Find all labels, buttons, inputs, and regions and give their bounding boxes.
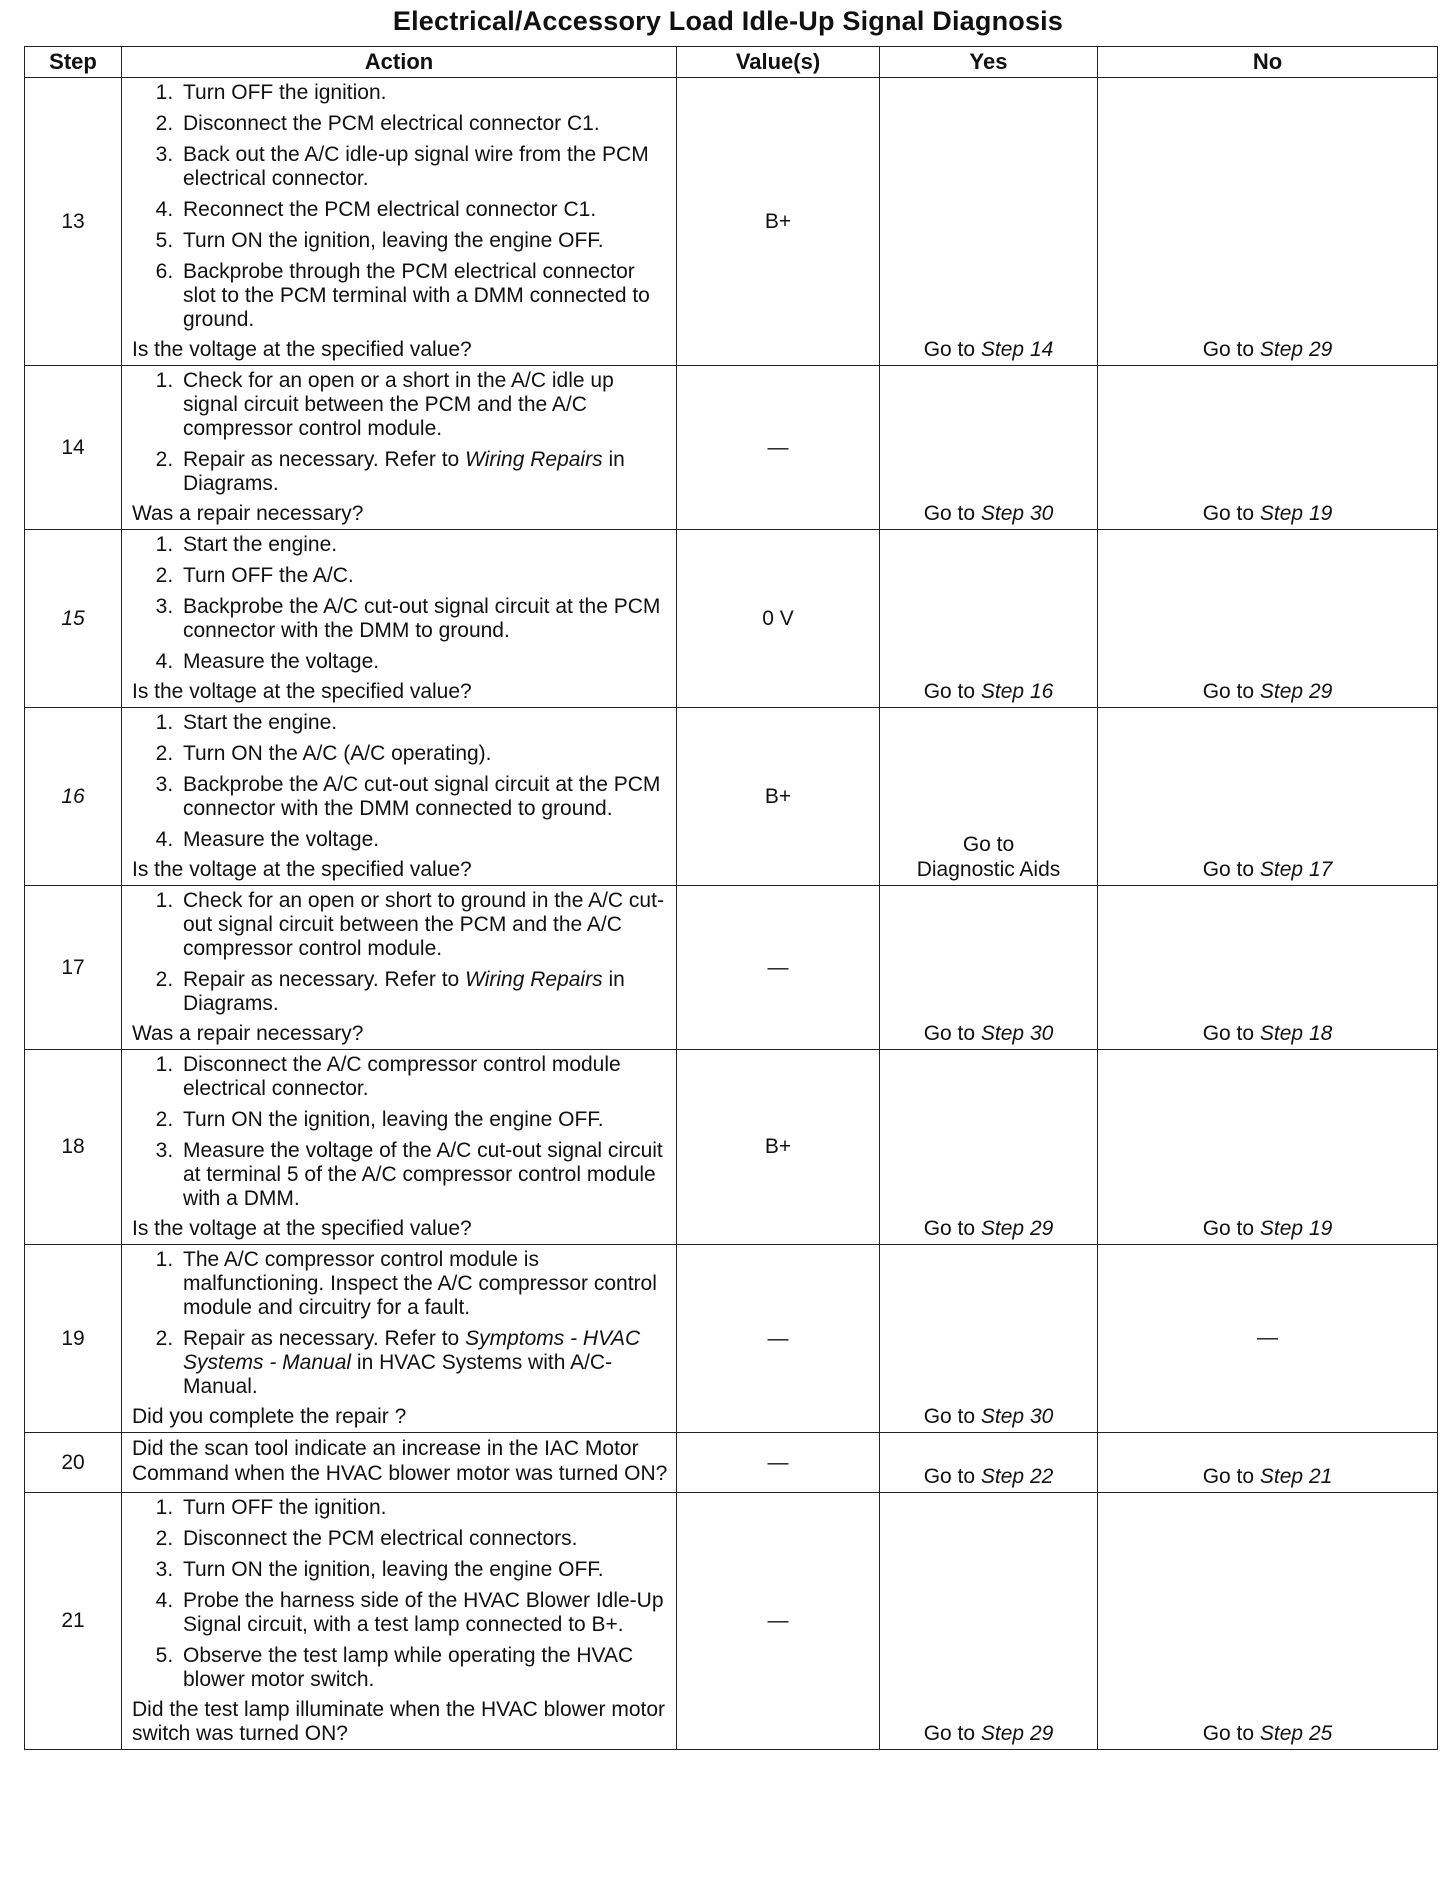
no-target: Step 19 — [1259, 502, 1333, 525]
action-cell — [122, 886, 677, 1050]
action-question: Is the voltage at the specified value? — [132, 1217, 472, 1240]
yes-target: Step 30 — [980, 1022, 1054, 1045]
no-target: Step 17 — [1259, 858, 1333, 881]
action-item: 4. Probe the harness side of the HVAC Blower Idle-Up Signal circuit, with a test lamp connected to B+. — [179, 1589, 668, 1637]
action-item: 1. Start the engine. — [179, 711, 668, 735]
yes-prefix: Go to — [923, 680, 976, 703]
yes-cell — [880, 708, 1098, 886]
action-item: 3. Backprobe the A/C cut-out signal circuit at the PCM connector with the DMM to ground. — [179, 595, 668, 643]
yes-cell — [880, 366, 1098, 530]
action-item: 1. Turn OFF the ignition. — [179, 1496, 668, 1520]
value-cell: — — [677, 1493, 880, 1750]
action-item: 2. Turn ON the ignition, leaving the engine OFF. — [179, 1108, 668, 1132]
action-cell — [122, 708, 677, 886]
action-question: Did you complete the repair ? — [132, 1405, 407, 1428]
step-number: 14 — [25, 366, 122, 530]
action-cell — [122, 1493, 677, 1750]
table-row — [25, 1433, 1438, 1493]
action-item: 3. Measure the voltage of the A/C cut-out signal circuit at terminal 5 of the A/C compressor control module with a DMM. — [179, 1139, 668, 1211]
reference-link: Wiring Repairs — [465, 968, 603, 991]
action-item: 1. Start the engine. — [179, 533, 668, 557]
yes-cell — [880, 530, 1098, 708]
table-row — [25, 708, 1438, 886]
action-item: 2. Repair as necessary. Refer to Wiring Repairs in Diagrams. — [179, 968, 668, 1016]
no-cell: — — [1098, 1245, 1438, 1433]
yes-cell — [880, 1050, 1098, 1245]
header-values: Value(s) — [677, 47, 880, 78]
yes-target: Step 22 — [980, 1465, 1054, 1488]
no-prefix: Go to — [1202, 1465, 1255, 1488]
yes-prefix: Go to — [923, 1722, 976, 1745]
action-item: 1. Check for an open or short to ground in the A/C cut-out signal circuit between the PCM and the A/C compressor control module. — [179, 889, 668, 961]
step-number: 21 — [25, 1493, 122, 1750]
step-number: 13 — [25, 78, 122, 366]
value-cell: 0 V — [677, 530, 880, 708]
header-step: Step — [25, 47, 122, 78]
value-cell: B+ — [677, 1050, 880, 1245]
no-prefix: Go to — [1202, 338, 1255, 361]
action-item: 5. Turn ON the ignition, leaving the engine OFF. — [179, 229, 668, 253]
yes-target: Diagnostic Aids — [916, 858, 1061, 881]
action-item: 2. Repair as necessary. Refer to Wiring Repairs in Diagrams. — [179, 448, 668, 496]
table-row — [25, 1245, 1438, 1433]
yes-cell — [880, 78, 1098, 366]
header-yes: Yes — [880, 47, 1098, 78]
step-number: 16 — [25, 708, 122, 886]
diagnosis-table — [24, 46, 1438, 1750]
no-cell — [1098, 708, 1438, 886]
yes-cell — [880, 1493, 1098, 1750]
step-number: 15 — [25, 530, 122, 708]
action-item: 3. Backprobe the A/C cut-out signal circuit at the PCM connector with the DMM connected to ground. — [179, 773, 668, 821]
no-prefix: Go to — [1202, 1722, 1255, 1745]
no-target: Step 21 — [1259, 1465, 1333, 1488]
action-question: Was a repair necessary? — [132, 1022, 364, 1045]
no-cell — [1098, 1050, 1438, 1245]
value-cell: — — [677, 1245, 880, 1433]
no-target: Step 25 — [1259, 1722, 1333, 1745]
no-prefix: Go to — [1202, 858, 1255, 881]
no-cell — [1098, 1493, 1438, 1750]
table-row — [25, 530, 1438, 708]
action-question: Is the voltage at the specified value? — [132, 858, 472, 881]
yes-cell — [880, 886, 1098, 1050]
yes-prefix: Go to — [923, 502, 976, 525]
yes-prefix: Go to — [923, 1405, 976, 1428]
page-title: Electrical/Accessory Load Idle-Up Signal Diagnosis — [392, 6, 1064, 36]
yes-prefix: Go to — [923, 1217, 976, 1240]
action-item: 1. Disconnect the A/C compressor control module electrical connector. — [179, 1053, 668, 1101]
action-question: Is the voltage at the specified value? — [132, 680, 472, 703]
action-item: 4. Reconnect the PCM electrical connector C1. — [179, 198, 668, 222]
header-no: No — [1098, 47, 1438, 78]
no-target: Step 19 — [1259, 1217, 1333, 1240]
yes-prefix: Go to — [923, 338, 976, 361]
action-item: 3. Turn ON the ignition, leaving the engine OFF. — [179, 1558, 668, 1582]
action-item: 1. Turn OFF the ignition. — [179, 81, 668, 105]
no-prefix: Go to — [1202, 680, 1255, 703]
table-row — [25, 366, 1438, 530]
no-prefix: Go to — [1202, 1022, 1255, 1045]
yes-prefix: Go to — [923, 1465, 976, 1488]
table-row — [25, 1493, 1438, 1750]
yes-target: Step 14 — [980, 338, 1054, 361]
action-item: 6. Backprobe through the PCM electrical connector slot to the PCM terminal with a DMM connected to ground. — [179, 260, 668, 332]
action-item: 4. Measure the voltage. — [179, 828, 668, 852]
no-target: Step 18 — [1259, 1022, 1333, 1045]
action-item: 5. Observe the test lamp while operating the HVAC blower motor switch. — [179, 1644, 668, 1692]
action-question: Did the test lamp illuminate when the HVAC blower motor switch was turned ON? — [132, 1698, 666, 1745]
step-number: 19 — [25, 1245, 122, 1433]
value-cell: B+ — [677, 78, 880, 366]
action-cell — [122, 366, 677, 530]
reference-link: Symptoms - HVAC Systems - Manual — [183, 1327, 641, 1374]
no-cell — [1098, 366, 1438, 530]
value-cell: B+ — [677, 708, 880, 886]
action-item: 2. Disconnect the PCM electrical connector C1. — [179, 112, 668, 136]
step-number: 20 — [25, 1433, 122, 1493]
header-row — [25, 47, 1438, 78]
value-cell: — — [677, 366, 880, 530]
yes-target: Step 30 — [980, 502, 1054, 525]
action-item: 2. Disconnect the PCM electrical connectors. — [179, 1527, 668, 1551]
reference-link: Wiring Repairs — [465, 448, 603, 471]
action-cell — [122, 1050, 677, 1245]
value-cell: — — [677, 1433, 880, 1493]
no-cell — [1098, 1433, 1438, 1493]
no-cell — [1098, 530, 1438, 708]
action-item: 2. Repair as necessary. Refer to Symptoms - HVAC Systems - Manual in HVAC Systems with A/C-Manual. — [179, 1327, 668, 1399]
header-action: Action — [122, 47, 677, 78]
yes-target: Step 30 — [980, 1405, 1054, 1428]
value-cell: — — [677, 886, 880, 1050]
yes-target: Step 16 — [980, 680, 1054, 703]
no-target: Step 29 — [1259, 338, 1333, 361]
action-item: 2. Turn OFF the A/C. — [179, 564, 668, 588]
action-item: 2. Turn ON the A/C (A/C operating). — [179, 742, 668, 766]
no-target: Step 29 — [1259, 680, 1333, 703]
no-cell — [1098, 886, 1438, 1050]
no-cell — [1098, 78, 1438, 366]
action-question: Was a repair necessary? — [132, 502, 364, 525]
action-item: 4. Measure the voltage. — [179, 650, 668, 674]
action-cell — [122, 530, 677, 708]
yes-prefix: Go to — [923, 1022, 976, 1045]
action-question: Is the voltage at the specified value? — [132, 338, 472, 361]
action-cell — [122, 1245, 677, 1433]
action-item: 1. The A/C compressor control module is malfunctioning. Inspect the A/C compressor control module and circuitry for a fault. — [179, 1248, 668, 1320]
table-row — [25, 886, 1438, 1050]
action-cell — [122, 78, 677, 366]
no-prefix: Go to — [1202, 502, 1255, 525]
action-item: 3. Back out the A/C idle-up signal wire from the PCM electrical connector. — [179, 143, 668, 191]
yes-target: Step 29 — [980, 1217, 1054, 1240]
action-cell: Did the scan tool indicate an increase in the IAC Motor Command when the HVAC blower motor was turned ON? — [122, 1433, 677, 1493]
action-item: 1. Check for an open or a short in the A/C idle up signal circuit between the PCM and the A/C compressor control module. — [179, 369, 668, 441]
no-prefix: Go to — [1202, 1217, 1255, 1240]
table-row — [25, 78, 1438, 366]
table-row — [25, 1050, 1438, 1245]
yes-target: Step 29 — [980, 1722, 1054, 1745]
yes-cell — [880, 1433, 1098, 1493]
yes-cell — [880, 1245, 1098, 1433]
step-number: 17 — [25, 886, 122, 1050]
step-number: 18 — [25, 1050, 122, 1245]
yes-line: Go to — [962, 833, 1015, 856]
